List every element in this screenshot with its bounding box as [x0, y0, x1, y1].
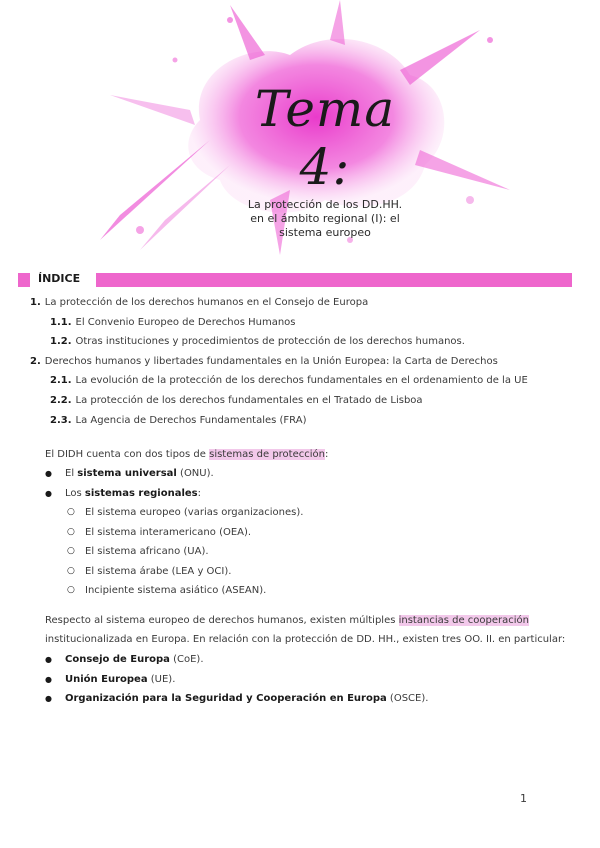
toc-number: 1.2.	[50, 336, 72, 348]
regional-systems-list	[45, 503, 303, 601]
toc-number: 2.	[30, 355, 41, 367]
index-heading: ÍNDICE	[38, 272, 83, 285]
list-item	[45, 650, 428, 670]
list-item: ○ Incipiente sistema asiático (ASEAN).	[45, 581, 303, 601]
toc-text: La protección de los derechos humanos en el Consejo de Europa	[44, 297, 369, 308]
org-name: Consejo de Europa	[65, 654, 170, 665]
subtitle-line: en el ámbito regional (I): el	[250, 212, 400, 225]
toc-text: La protección de los derechos fundamentales en el Tratado de Lisboa	[75, 394, 423, 406]
intro-text: :	[324, 449, 329, 460]
toc-text: El Convenio Europeo de Derechos Humanos	[75, 316, 296, 328]
toc-text: Otras instituciones y procedimientos de protección de los derechos humanos.	[75, 336, 465, 348]
subtitle-line: sistema europeo	[279, 226, 371, 239]
list-item	[45, 484, 214, 504]
toc-item	[30, 332, 528, 352]
org-abbr: (CoE).	[169, 654, 204, 665]
table-of-contents	[30, 293, 528, 430]
item-text: :	[197, 487, 201, 499]
list-item: ○ El sistema interamericano (OEA).	[45, 523, 303, 543]
item-bold: sistemas regionales	[84, 487, 198, 499]
item-text: El	[65, 468, 78, 479]
list-item	[45, 464, 214, 484]
paragraph-line: institucionalizada en Europa. En relación con la protección de DD. HH., existen tres OO. II. en particular:	[45, 634, 566, 645]
toc-text: Derechos humanos y libertades fundamentales en la Unión Europea: la Carta de Derechos	[44, 355, 498, 367]
list-item	[45, 670, 428, 690]
intro-text: El DIDH cuenta con dos tipos de	[45, 449, 210, 460]
systems-intro	[45, 445, 328, 464]
list-item	[45, 689, 428, 709]
subtitle-line: La protección de los DD.HH.	[247, 198, 403, 211]
paragraph-text: Respecto al sistema europeo de derechos humanos, existen múltiples	[45, 615, 399, 626]
org-abbr: (OSCE).	[386, 693, 429, 705]
toc-text: La Agencia de Derechos Fundamentales (FRA)	[75, 414, 307, 426]
toc-item	[30, 411, 528, 431]
index-header-bar	[18, 273, 572, 287]
toc-text: La evolución de la protección de los derechos fundamentales en el ordenamiento de la UE	[75, 375, 528, 387]
european-paragraph	[45, 611, 565, 649]
page-number: 1	[520, 792, 527, 805]
toc-number: 1.1.	[50, 316, 72, 328]
item-text: Los	[65, 487, 85, 499]
title-block	[230, 80, 420, 240]
item-bold: sistema universal	[77, 468, 177, 479]
index-marker-square	[18, 273, 30, 287]
highlighted-term: sistemas de protección	[209, 449, 325, 460]
toc-item	[30, 371, 528, 391]
list-item: ○ El sistema árabe (LEA y OCI).	[45, 562, 303, 582]
systems-list	[45, 464, 214, 503]
toc-item	[30, 313, 528, 333]
toc-number: 2.3.	[50, 414, 72, 426]
index-rule	[96, 273, 572, 287]
toc-number: 2.1.	[50, 375, 72, 387]
toc-number: 2.2.	[50, 394, 72, 406]
item-text: (ONU).	[176, 468, 214, 479]
paragraph-line	[45, 611, 565, 630]
org-name: Unión Europea	[65, 673, 148, 685]
organizations-list	[45, 650, 428, 709]
page-subtitle	[230, 198, 420, 240]
list-item: ○ El sistema europeo (varias organizaciones).	[45, 503, 303, 523]
org-abbr: (UE).	[147, 673, 176, 685]
toc-item	[30, 293, 528, 313]
toc-item	[30, 352, 528, 372]
page-title: Tema 4:	[254, 80, 396, 196]
org-name: Organización para la Seguridad y Cooperación en Europa	[65, 693, 387, 705]
list-item: ○ El sistema africano (UA).	[45, 542, 303, 562]
toc-number: 1.	[30, 297, 41, 308]
toc-item	[30, 391, 528, 411]
highlighted-term: instancias de cooperación	[398, 615, 529, 626]
